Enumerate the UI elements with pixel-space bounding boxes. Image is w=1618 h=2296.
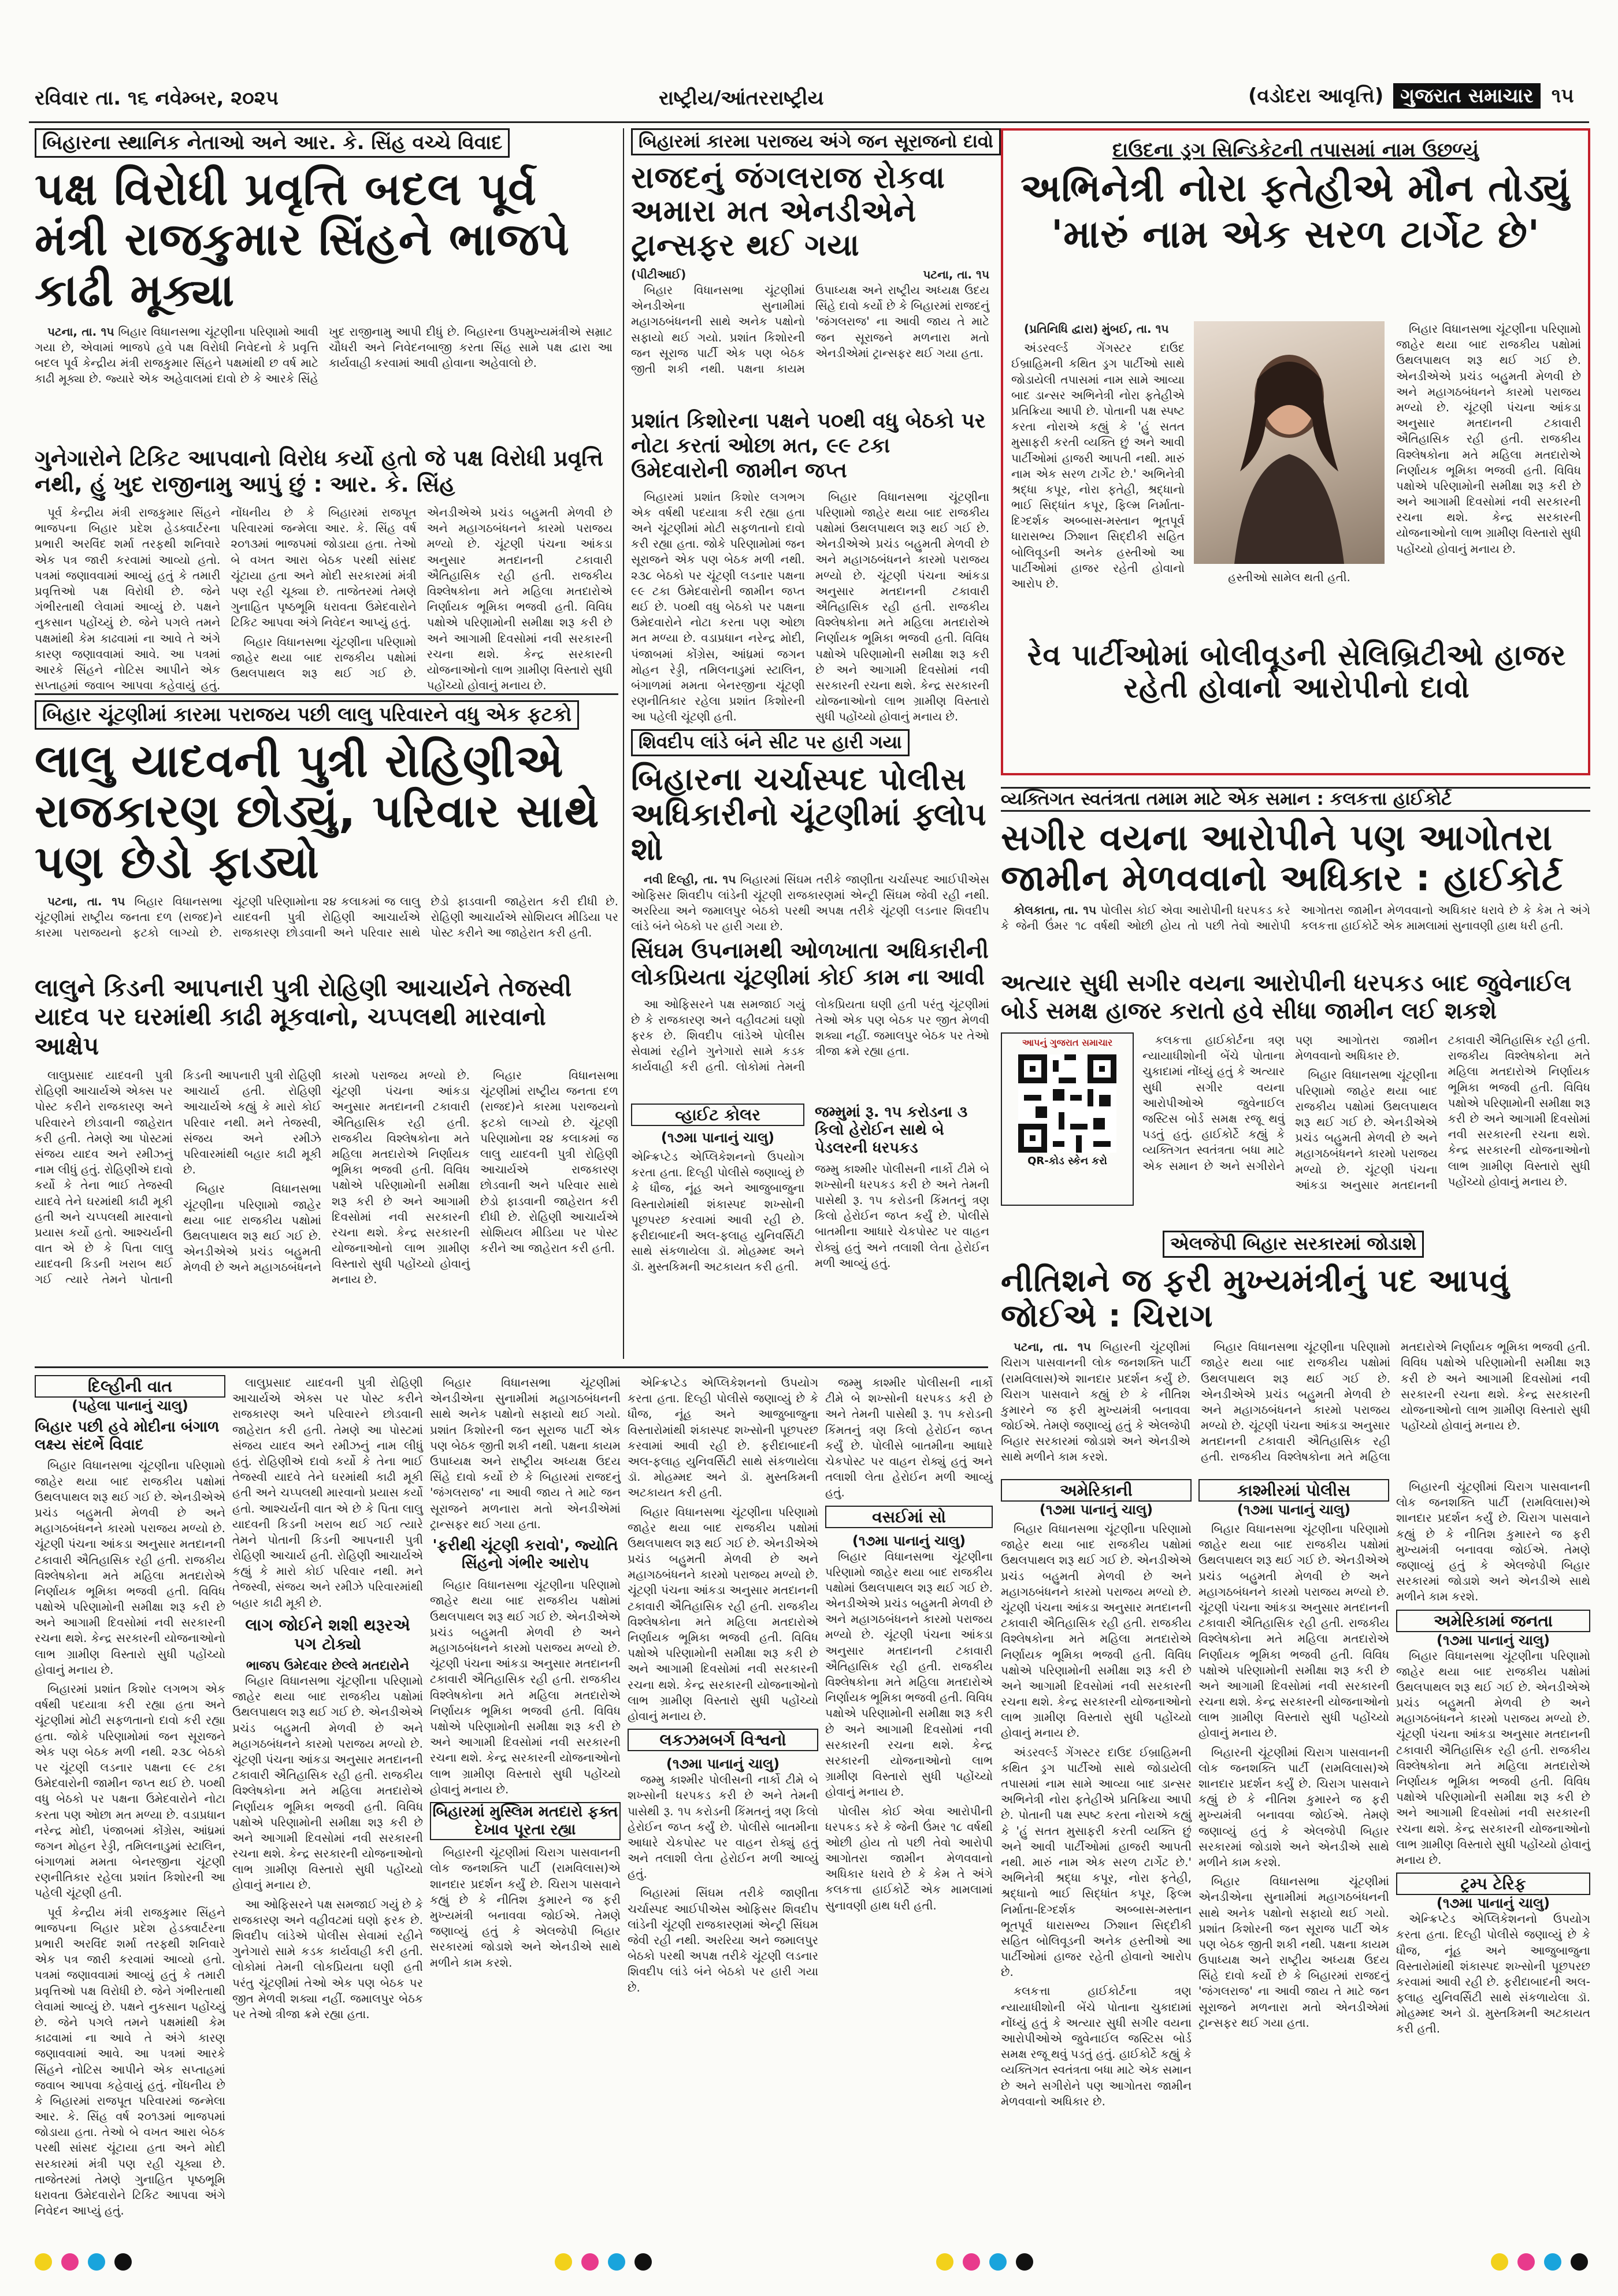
story-body xyxy=(35,894,618,969)
cont-text-3: એન્ક્રિપ્ટેડ એપ્લિકેશનનો ઉપયોગ કરતા હતા. દિલ્હી પોલીસે જણાવ્યું છે કે ધૌજ, નૂંહ અને આજુબાજુના વિસ્તારોમાંથી શંકાસ્પદ શખ્સોની પૂછપરછ કરવામાં આવી રહી છે. ફરીદાબાદની અલ-ફલાહ યુનિવર્સિટી સાથે સંકળાયેલા ડૉ. મોહમ્મદ અને ડૉ. મુસ્તકિમની અટકાયત કરી હતી. xyxy=(1396,1912,1590,2036)
cont-text: જમ્મુ કાશ્મીર પોલીસની નાર્કો ટીમે બે શખ્સોની ધરપકડ કરી છે અને તેમની પાસેથી રૂ. ૧૫ કરોડની કિંમતનું ત્રણ કિલો હેરોઈન જપ્ત કર્યું છે. પોલીસે બાતમીના આધારે ચેકપોસ્ટ પર વાહન રોક્યું હતું અને તલાશી લેતા હેરોઈન મળી આવ્યું હતું. xyxy=(825,1376,993,1500)
cont-body xyxy=(628,1375,818,1724)
dateline: પટના, તા. ૧૫ xyxy=(923,267,989,281)
cont-text-3: પૂર્વ કેન્દ્રીય મંત્રી રાજકુમાર સિંહને ભાજપના બિહાર પ્રદેશ હેડક્વાર્ટરના પ્રભારી અરવિંદ શર્મા તરફથી શનિવારે એક પત્ર જારી કરવામાં આવ્યો હતો. પત્રમાં જણાવવામાં આવ્યું હતું કે તમારી પ્રવૃત્તિઓ પક્ષ વિરોધી છે. જેને ગંભીરતાથી લેવામાં આવ્યું છે. પક્ષને નુકસાન પહોંચ્યું છે. જેને પગલે તમને પક્ષમાંથી કેમ કાઢવામાં ના આવે તે અંગે કારણ જણાવવામાં આવે. આ પત્રમાં આરકે સિંહને નોટિસ આપીને એક સપ્તાહમાં જવાબ આપવા કહેવાયું હતું. નોંધનીય છે કે બિહારમાં રાજપૂત પરિવારમાં જન્મેલા આર. કે. સિંહ વર્ષ ૨૦૧૩માં ભાજપમાં જોડાયા હતા. તેઓ બે વખત આરા બેઠક પરથી સાંસદ ચૂંટાયા હતા અને મોદી સરકારમાં મંત્રી પણ રહી ચૂક્યા છે. તાજેતરમાં તેમણે ગુનાહિત પૃષ્ઠભૂમિ ધરાવતા ઉમેદવારોને ટિકિટ આપવા અંગે નિવેદન આપ્યું હતું. xyxy=(35,1905,225,2218)
story-subhead: સિંઘમ ઉપનામથી ઓળખાતા અધિકારીની લોકપ્રિયતા ચૂંટણીમાં કોઈ કામ ના આવી xyxy=(631,938,989,990)
registration-marks xyxy=(35,2253,1589,2276)
issue-date: રવિવાર તા. ૧૬ નવેમ્બર, ૨૦૨૫ xyxy=(35,87,279,110)
story-text: બિહાર વિધાનસભા ચૂંટણીમાં એનડીએના સુનામીમાં મહાગઠબંધનની સાથે અનેક પક્ષોનો સફાયો થઈ ગયો. પ્રશાંત કિશોરની જન સૂરાજ પાર્ટી એક પણ બેઠક જીતી શકી નથી. પક્ષના કાયમ ઉપાધ્યક્ષ અને રાષ્ટ્રીય અધ્યક્ષ ઉદય સિંહે દાવો કર્યો છે કે બિહારમાં રાજદનું 'જંગલરાજ' ના આવી જાય તે માટે જન સૂરાજને મળનારા મતો એનડીએમાં ટ્રાન્સફર થઈ ગયા હતા. xyxy=(631,283,989,376)
registration-dot-icon xyxy=(1517,2253,1535,2271)
story-headline: નીતિશને જ ફરી મુખ્યમંત્રીનું પદ આપવું જોઈએ : ચિરાગ xyxy=(1001,1262,1510,1334)
masthead xyxy=(1248,84,1595,113)
paper-name: ગુજરાત સમાચાર xyxy=(1393,83,1540,109)
story-headline: સગીર વયના આરોપીને પણ આગોતરા જામીન મેળવવાનો અધિકાર : હાઈકોર્ટ xyxy=(1001,816,1563,899)
cont-body xyxy=(1198,1521,1389,2031)
story-rohini xyxy=(35,700,618,1359)
page-number: ૧૫ xyxy=(1551,84,1574,107)
cont-text-2: અંડરવર્લ્ડ ગેંગસ્ટર દાઉદ ઈબ્રાહિમની કથિત ડ્રગ પાર્ટીઓ સાથે જોડાયેલી તપાસમાં નામ સામે આવ્યા બાદ ડાન્સર અભિનેત્રી નોરા ફતેહીએ પ્રતિક્રિયા આપી છે. પોતાની પક્ષ સ્પષ્ટ કરતા નોરાએ કહ્યું કે 'હું સતત મુસાફરી કરતી વ્યક્તિ છું અને આવી પાર્ટીઓમાં હાજરી આપતી નથી. મારું નામ એક સરળ ટાર્ગેટ છે.' અભિનેત્રી શ્રદ્ધા કપૂર, નોરા ફતેહી, શ્રદ્ધાનો ભાઈ સિદ્ધાંત કપૂર, ફિલ્મ નિર્માતા-દિગ્દર્શક અબ્બાસ-મસ્તાન ભૂતપૂર્વ ધારાસભ્ય ઝિશાન સિદ્દીકી સહિત બોલિવૂડની અનેક હસ્તીઓ આ પાર્ટીઓમાં હાજર રહેતી હોવાનો આરોપ છે. xyxy=(1001,1745,1192,1979)
cont-headline: વસઈમાં સો xyxy=(825,1506,993,1528)
story-agency xyxy=(631,267,989,283)
registration-dot-icon xyxy=(1571,2253,1588,2271)
cont-body-3 xyxy=(1396,1911,1590,2037)
cont-text: લાલુપ્રસાદ યાદવની પુત્રી રોહિણી આચાર્યએ એક્સ પર પોસ્ટ કરીને રાજકારણ અને પરિવારને છોડવાની જાહેરાત કરી હતી. તેમણે આ પોસ્ટમાં સંજય યાદવ અને રમીઝનું નામ લીધું હતું. રોહિણીએ દાવો કર્યો કે તેના ભાઈ તેજસ્વી યાદવે તેને ઘરમાંથી કાઢી મૂકી હતી અને ચપ્પલથી મારવાનો પ્રયાસ કર્યો હતો. આશ્ચર્યની વાત એ છે કે પિતા લાલુ યાદવની કિડની ખરાબ થઈ ગઈ ત્યારે તેમને પોતાની કિડની આપનારી પુત્રી રોહિણી આચાર્ય હતી. રોહિણી આચાર્યએ કહ્યું કે મારો કોઈ પરિવાર નથી. મને તેજસ્વી, સંજય અને રમીઝે પરિવારમાંથી બહાર કાઢી મૂકી છે. xyxy=(232,1376,423,1610)
story-text: અંડરવર્લ્ડ ગેંગસ્ટર દાઉદ ઈબ્રાહિમની કથિત ડ્રગ પાર્ટીઓ સાથે જોડાયેલી તપાસમાં નામ સામે આવ્યા બાદ ડાન્સર અભિનેત્રી નોરા ફતેહીએ પ્રતિક્રિયા આપી છે. પોતાની પક્ષ સ્પષ્ટ કરતા નોરાએ કહ્યું કે 'હું સતત મુસાફરી કરતી વ્યક્તિ છું અને આવી પાર્ટીઓમાં હાજરી આપતી નથી. મારું નામ એક સરળ ટાર્ગેટ છે.' અભિનેત્રી શ્રદ્ધા કપૂર, નોરા ફતેહી, શ્રદ્ધાનો ભાઈ સિદ્ધાંત કપૂર, ફિલ્મ નિર્માતા-દિગ્દર્શક અબ્બાસ-મસ્તાન ભૂતપૂર્વ ધારાસભ્ય ઝિશાન સિદ્દીકી સહિત બોલિવૂડની અનેક હસ્તીઓ આ પાર્ટીઓમાં હાજર રહેતી હોવાનો આરોપ છે. xyxy=(1011,341,1185,590)
cont-text-4: બિહારમાં સિંઘમ તરીકે જાણીતા ચર્ચાસ્પદ આઈપીએસ ઓફિસર શિવદીપ લાંડેની ચૂંટણી રાજકારણમાં એન્ટ્રી સિંઘમ જેવી રહી નથી. અરરિયા અને જમાલપુર બેઠકો પરથી અપક્ષ તરીકે ચૂંટણી લડનાર શિવદીપ લાંડે બંને બેઠકો પર હારી ગયા છે. xyxy=(628,1886,818,1994)
photo-caption: હસ્તીઓ સામેલ થતી હતી. xyxy=(1228,570,1350,584)
story-text-3: બિહાર વિધાનસભા ચૂંટણીના પરિણામો જાહેર થયા બાદ રાજકીય પક્ષોમાં ઉથલપાથલ શરૂ થઈ ગઈ છે. એનડીએએ પ્રચંડ બહુમતી મેળવી છે અને મહાગઠબંધનને કારમો પરાજય મળ્યો છે. ચૂંટણી પંચના આંકડા અનુસાર મતદાનની ટકાવારી ઐતિહાસિક રહી હતી. રાજકીય વિશ્લેષકોના મતે મહિલા મતદારોએ નિર્ણાયક ભૂમિકા ભજવી હતી. વિવિધ પક્ષોએ પરિણામોની સમીક્ષા શરૂ કરી છે અને આગામી દિવસોમાં નવી સરકારની રચના થશે. કેન્દ્ર સરકારની યોજનાઓનો લાભ ગ્રામીણ વિસ્તારો સુધી પહોંચ્યો હોવાનું મનાય છે. xyxy=(231,506,613,693)
story-kicker: એલજેપી બિહાર સરકારમાં જોડાશે xyxy=(1163,1231,1424,1258)
registration-dot-icon xyxy=(1016,2253,1033,2271)
edition-label: (વડોદરા આવૃત્તિ) xyxy=(1248,84,1384,107)
continued-label: (૧૭મા પાનાનું ચાલુ) xyxy=(1237,1502,1351,1518)
cont-column-d xyxy=(628,1375,818,2207)
cont-headline: લકઝમબર્ગ વિશ્વનો xyxy=(628,1729,818,1751)
story-nora-fatehi xyxy=(1001,128,1590,775)
rule xyxy=(35,693,618,695)
story-body xyxy=(631,283,989,404)
story-kicker: દાઉદના ડ્રગ સિન્ડિકેટની તપાસમાં નામ ઉછળ્યું xyxy=(1112,139,1479,162)
registration-dot-icon xyxy=(88,2253,105,2271)
column-rule xyxy=(623,700,624,1359)
story-text: બિહાર વિધાનસભા ચૂંટણીના પરિણામો આવી ગયા છે, એવામાં ભાજપે હવે પક્ષ વિરોધી નિવેદનો કે પ્રવૃત્તિ બદલ પૂર્વ કેન્દ્રીય મંત્રી રાજકુમાર સિંહને પક્ષમાંથી છ વર્ષ માટે કાઢી મૂક્યા છે. જ્યારે એક અહેવાલમાં દાવો છે કે આરકે સિંહે ખુદ રાજીનામુ આપી દીધું છે. બિહારના ઉપમુખ્યમંત્રીએ સમ્રાટ ચૌધરી અને નિવેદનબાજી કરતા સિંહ સામે પક્ષ દ્વારા આ કાર્યવાહી કરવામાં આવી હોવાના અહેવાલો છે. xyxy=(35,324,613,386)
cont-text: બિહારની ચૂંટણીમાં ચિરાગ પાસવાનની લોક જનશક્તિ પાર્ટી (રામવિલાસ)એ શાનદાર પ્રદર્શન કર્યું છે. ચિરાગ પાસવાને કહ્યું છે કે નીતિશ કુમારને જ ફરી મુખ્યમંત્રી બનાવવા જોઈએ. તેમણે જણાવ્યું હતું કે એલજેપી બિહાર સરકારમાં જોડાશે અને એનડીએ સાથે મળીને કામ કરશે. xyxy=(1396,1480,1590,1604)
story-chirag xyxy=(1001,1231,1590,1473)
story-body xyxy=(1001,1339,1590,1472)
story-headline: વ્હાઈટ કોલર xyxy=(631,1104,804,1126)
registration-dot-icon xyxy=(1544,2253,1561,2271)
cont-body xyxy=(825,1375,993,1501)
dateline: નવી દિલ્હી, તા. ૧૫ xyxy=(644,872,736,886)
cont-headline: દિલ્હીની વાત xyxy=(35,1375,225,1398)
story-headline: અભિનેત્રી નોરા ફતેહીએ મૌન તોડ્યું xyxy=(1020,165,1571,210)
continued-label: (૧૭મા પાનાનું ચાલુ) xyxy=(1039,1502,1153,1518)
cont-text-2: બિહાર વિધાનસભા ચૂંટણીના પરિણામો જાહેર થયા બાદ રાજકીય પક્ષોમાં ઉથલપાથલ શરૂ થઈ ગઈ છે. એનડીએએ પ્રચંડ બહુમતી મેળવી છે અને મહાગઠબંધનને કારમો પરાજય મળ્યો છે. ચૂંટણી પંચના આંકડા અનુસાર મતદાનની ટકાવારી ઐતિહાસિક રહી હતી. રાજકીય વિશ્લેષકોના મતે મહિલા મતદારોએ નિર્ણાયક ભૂમિકા ભજવી હતી. વિવિધ પક્ષોએ પરિણામોની સમીક્ષા શરૂ કરી છે અને આગામી દિવસોમાં નવી સરકારની રચના થશે. કેન્દ્ર સરકારની યોજનાઓનો લાભ ગ્રામીણ વિસ્તારો સુધી પહોંચ્યો હોવાનું મનાય છે. xyxy=(232,1674,423,1892)
story-text: બિહાર વિધાનસભા ચૂંટણીમાં રાષ્ટ્રીય જનતા દળ (રાજદ)ને કારમા પરાજયનો ફટકો લાગ્યો છે. ચૂંટણી પરિણામોના ૨૪ કલાકમાં જ લાલુ યાદવની પુત્રી રોહિણી આચાર્યએ રાજકારણ છોડવાની અને પરિવાર સાથે છેડો ફાડવાની જાહેરાત કરી દીધી છે. રોહિણી આચાર્યએ સોશિયલ મીડિયા પર પોસ્ટ કરીને આ જાહેરાત કરી હતી. xyxy=(35,894,618,940)
story-headline: પક્ષ વિરોધી પ્રવૃત્તિ બદલ પૂર્વ મંત્રી રાજકુમાર સિંહને ભાજપે કાઢી મૂક્યા xyxy=(35,163,570,317)
story-text: પોલીસ કોઈ એવા આરોપીની ધરપકડ કરે કે જેની ઉંમર ૧૮ વર્ષથી ઓછી હોય તો પછી તેવો આરોપી આગોતરા જામીન મેળવવાનો અધિકાર ધરાવે છે કે કેમ તે અંગે કલકત્તા હાઈકોર્ટે એક મામલામાં સુનાવણી હાથ ધરી હતી. xyxy=(1001,903,1590,933)
dateline: મુંબઈ, તા. ૧૫ xyxy=(1101,322,1169,336)
story-text-2: બિહાર વિધાનસભા ચૂંટણીના પરિણામો જાહેર થયા બાદ રાજકીય પક્ષોમાં ઉથલપાથલ શરૂ થઈ ગઈ છે. એનડીએએ પ્રચંડ બહુમતી મેળવી છે અને મહાગઠબંધનને કારમો પરાજય મળ્યો છે. ચૂંટણી પંચના આંકડા અનુસાર મતદાનની ટકાવારી ઐતિહાસિક રહી હતી. રાજકીય વિશ્લેષકોના મતે મહિલા મતદારોએ નિર્ણાયક ભૂમિકા ભજવી હતી. વિવિધ પક્ષોએ પરિણામોની સમીક્ષા શરૂ કરી છે અને આગામી દિવસોમાં નવી સરકારની રચના થશે. કેન્દ્ર સરકારની યોજનાઓનો લાભ ગ્રામીણ વિસ્તારો સુધી પહોંચ્યો હોવાનું મનાય છે. xyxy=(1396,322,1581,556)
cont-column-h xyxy=(1396,1479,1590,2207)
cont-text-3: આ ઓફિસરને પક્ષ સમજાઈ ગયું છે કે રાજકારણ અને વહીવટમાં ઘણો ફરક છે. શિવદીપ લાંડેએ પોલીસ સેવામાં રહીને ગુનેગારો સામે કડક કાર્યવાહી કરી હતી. લોકોમાં તેમની લોકપ્રિયતા ઘણી હતી પરંતુ ચૂંટણીમાં તેઓ એક પણ બેઠક પર જીત મેળવી શક્યા નહીં. જમાલપુર બેઠક પર તેઓ ત્રીજા ક્રમે રહ્યા હતા. xyxy=(232,1897,423,2021)
cont-text: બિહાર વિધાનસભા ચૂંટણીમાં એનડીએના સુનામીમાં મહાગઠબંધનની સાથે અનેક પક્ષોનો સફાયો થઈ ગયો. પ્રશાંત કિશોરની જન સૂરાજ પાર્ટી એક પણ બેઠક જીતી શકી નથી. પક્ષના કાયમ ઉપાધ્યક્ષ અને રાષ્ટ્રીય અધ્યક્ષ ઉદય સિંહે દાવો કર્યો છે કે બિહારમાં રાજદનું 'જંગલરાજ' ના આવી જાય તે માટે જન સૂરાજને મળનારા મતો એનડીએમાં ટ્રાન્સફર થઈ ગયા હતા. xyxy=(430,1376,621,1531)
header-rule xyxy=(29,121,1589,123)
cont-headline: અમેરિકાની xyxy=(1001,1479,1192,1502)
cont-column-f xyxy=(1001,1479,1192,2207)
story-subhead: અત્યાર સુધી સગીર વયના આરોપીની ધરપકડ બાદ જુવેનાઈલ બોર્ડ સમક્ષ હાજર કરાતો હવે સીધા જામીન લઈ શકશે xyxy=(1001,970,1572,1025)
cont-subhead: ભાજપ ઉમેદવાર છેલ્લે મતદારોને xyxy=(246,1659,410,1673)
cont-body xyxy=(232,1375,423,1611)
story-calcutta-hc xyxy=(1001,787,1590,1220)
cont-text-2: બિહાર વિધાનસભા ચૂંટણીના પરિણામો જાહેર થયા બાદ રાજકીય પક્ષોમાં ઉથલપાથલ શરૂ થઈ ગઈ છે. એનડીએએ પ્રચંડ બહુમતી મેળવી છે અને મહાગઠબંધનને કારમો પરાજય મળ્યો છે. ચૂંટણી પંચના આંકડા અનુસાર મતદાનની ટકાવારી ઐતિહાસિક રહી હતી. રાજકીય વિશ્લેષકોના મતે મહિલા મતદારોએ નિર્ણાયક ભૂમિકા ભજવી હતી. વિવિધ પક્ષોએ પરિણામોની સમીક્ષા શરૂ કરી છે અને આગામી દિવસોમાં નવી સરકારની રચના થશે. કેન્દ્ર સરકારની યોજનાઓનો લાભ ગ્રામીણ વિસ્તારો સુધી પહોંચ્યો હોવાનું મનાય છે. xyxy=(430,1578,621,1796)
photo-silhouette-icon xyxy=(1194,321,1385,564)
cont-column-e xyxy=(825,1375,993,2207)
column-rule xyxy=(623,128,624,712)
story-body-2 xyxy=(1142,1032,1590,1212)
story-bottom-headline: રેવ પાર્ટીઓમાં બોલીવૂડની સેલિબ્રિટીઓ હાજર રહેતી હોવાનો આરોપીનો દાવો xyxy=(1027,638,1567,704)
continued-label-2: (૧૭મા પાનાનું ચાલુ) xyxy=(1436,1895,1550,1912)
cont-text-2: બિહારમાં પ્રશાંત કિશોર લગભગ એક વર્ષથી પદયાત્રા કરી રહ્યા હતા અને ચૂંટણીમાં મોટી સફળતાનો દાવો કરી રહ્યા હતા. જોકે પરિણામોમાં જન સૂરાજને એક પણ બેઠક મળી નથી. ૨૩૮ બેઠકો પર ચૂંટણી લડનાર પક્ષના ૯૯ ટકા ઉમેદવારોની જામીન જપ્ત થઈ છે. ૫૦થી વધુ બેઠકો પર પક્ષના ઉમેદવારોને નોટા કરતા પણ ઓછા મત મળ્યા છે. વડાપ્રધાન નરેન્દ્ર મોદી, પંજાબમાં કોંગ્રેસ, આંધ્રમાં જગન મોહન રેડ્ડી, તમિલનાડુમાં સ્ટાલિન, બંગાળમાં મમતા બેનરજીના ચૂંટણી રણનીતિકાર રહેલા પ્રશાંત કિશોરની આ પહેલી ચૂંટણી હતી. xyxy=(35,1682,225,1900)
cont-text-2: બિહારની ચૂંટણીમાં ચિરાગ પાસવાનની લોક જનશક્તિ પાર્ટી (રામવિલાસ)એ શાનદાર પ્રદર્શન કર્યું છે. ચિરાગ પાસવાને કહ્યું છે કે નીતિશ કુમારને જ ફરી મુખ્યમંત્રી બનાવવા જોઈએ. તેમણે જણાવ્યું હતું કે એલજેપી બિહાર સરકારમાં જોડાશે અને એનડીએ સાથે મળીને કામ કરશે. xyxy=(1198,1745,1389,1869)
cont-text: બિહાર વિધાનસભા ચૂંટણીના પરિણામો જાહેર થયા બાદ રાજકીય પક્ષોમાં ઉથલપાથલ શરૂ થઈ ગઈ છે. એનડીએએ પ્રચંડ બહુમતી મેળવી છે અને મહાગઠબંધનને કારમો પરાજય મળ્યો છે. ચૂંટણી પંચના આંકડા અનુસાર મતદાનની ટકાવારી ઐતિહાસિક રહી હતી. રાજકીય વિશ્લેષકોના મતે મહિલા મતદારોએ નિર્ણાયક ભૂમિકા ભજવી હતી. વિવિધ પક્ષોએ પરિણામોની સમીક્ષા શરૂ કરી છે અને આગામી દિવસોમાં નવી સરકારની રચના થશે. કેન્દ્ર સરકારની યોજનાઓનો લાભ ગ્રામીણ વિસ્તારો સુધી પહોંચ્યો હોવાનું મનાય છે. xyxy=(1198,1522,1389,1740)
registration-dot-icon xyxy=(114,2253,132,2271)
story-text-3: બિહાર વિધાનસભા ચૂંટણીના પરિણામો જાહેર થયા બાદ રાજકીય પક્ષોમાં ઉથલપાથલ શરૂ થઈ ગઈ છે. એનડીએએ પ્રચંડ બહુમતી મેળવી છે અને મહાગઠબંધનને કારમો પરાજય મળ્યો છે. ચૂંટણી પંચના આંકડા અનુસાર મતદાનની ટકાવારી ઐતિહાસિક રહી હતી. રાજકીય વિશ્લેષકોના મતે મહિલા મતદારોએ નિર્ણાયક ભૂમિકા ભજવી હતી. વિવિધ પક્ષોએ પરિણામોની સમીક્ષા શરૂ કરી છે અને આગામી દિવસોમાં નવી સરકારની રચના થશે. કેન્દ્ર સરકારની યોજનાઓનો લાભ ગ્રામીણ વિસ્તારો સુધી પહોંચ્યો હોવાનું મનાય છે. xyxy=(1295,1033,1590,1192)
registration-dot-icon xyxy=(555,2253,572,2271)
story-white-collar xyxy=(631,1104,804,1358)
registration-dot-icon xyxy=(581,2253,599,2271)
story-subhead: ગુનેગારોને ટિકિટ આપવાનો વિરોધ કર્યો હતો જે પક્ષ વિરોધી પ્રવૃત્તિ નથી, હું ખુદ રાજીનામુ આપું છું : આર. કે. સિંહ xyxy=(35,445,603,497)
cont-body xyxy=(1001,1521,1192,2109)
cont-headline-2: બિહારમાં મુસ્લિમ મતદારો ફક્ત દેખાવ પૂરતા રહ્યા xyxy=(430,1802,621,1840)
story-body: જમ્મુ કાશ્મીર પોલીસની નાર્કો ટીમે બે શખ્સોની ધરપકડ કરી છે અને તેમની પાસેથી રૂ. ૧૫ કરોડની કિંમતનું ત્રણ કિલો હેરોઈન જપ્ત કર્યું છે. પોલીસે બાતમીના આધારે ચેકપોસ્ટ પર વાહન રોક્યું હતું અને તલાશી લેતા હેરોઈન મળી આવ્યું હતું. xyxy=(815,1161,989,1270)
cont-body-2 xyxy=(430,1577,621,1797)
section-title: રાષ્ટ્રીય/આંતરરાષ્ટ્રીય xyxy=(659,87,824,110)
cont-headline-2: ટ્રમ્પ ટેરિફ xyxy=(1396,1873,1590,1895)
dateline: પટના, તા. ૧૫ xyxy=(1014,1340,1091,1354)
spacer xyxy=(631,2213,637,2219)
story-text-3: બિહાર વિધાનસભા ચૂંટણીના પરિણામો જાહેર થયા બાદ રાજકીય પક્ષોમાં ઉથલપાથલ શરૂ થઈ ગઈ છે. એનડીએએ પ્રચંડ બહુમતી મેળવી છે અને મહાગઠબંધનને કારમો પરાજય મળ્યો છે. ચૂંટણી પંચના આંકડા અનુસાર મતદાનની ટકાવારી ઐતિહાસિક રહી હતી. રાજકીય વિશ્લેષકોના મતે મહિલા મતદારોએ નિર્ણાયક ભૂમિકા ભજવી હતી. વિવિધ પક્ષોએ પરિણામોની સમીક્ષા શરૂ કરી છે અને આગામી દિવસોમાં નવી સરકારની રચના થશે. કેન્દ્ર સરકારની યોજનાઓનો લાભ ગ્રામીણ વિસ્તારો સુધી પહોંચ્યો હોવાનું મનાય છે. xyxy=(815,489,989,724)
cont-text-3: પોલીસ કોઈ એવા આરોપીની ધરપકડ કરે કે જેની ઉંમર ૧૮ વર્ષથી ઓછી હોય તો પછી તેવો આરોપી આગોતરા જામીન મેળવવાનો અધિકાર ધરાવે છે કે કેમ તે અંગે કલકત્તા હાઈકોર્ટે એક મામલામાં સુનાવણી હાથ ધરી હતી. xyxy=(825,1804,993,1912)
qr-caption: QR-કોડ સ્કેન કરો xyxy=(1027,1155,1107,1167)
story-subhead: લાલુને કિડની આપનારી પુત્રી રોહિણી આચાર્યને તેજસ્વી યાદવ પર ઘરમાંથી કાઢી મૂકવાનો, ચપ્પલથી મારવાનો આક્ષેપ xyxy=(35,973,572,1060)
registration-dot-icon xyxy=(634,2253,652,2271)
story-body-2 xyxy=(1396,321,1581,622)
dateline: પટના, તા. ૧૫ xyxy=(47,324,114,339)
cont-subhead: બિહાર પછી હવે મોદીના બંગાળ લક્ષ્ય સંદર્ભે વિવાદ xyxy=(35,1418,220,1454)
story-quote: 'મારું નામ એક સરળ ટાર્ગેટ છે' xyxy=(1051,211,1540,257)
story-body xyxy=(1011,321,1185,622)
story-headline: લાલુ યાદવની પુત્રી રોહિણીએ રાજકારણ છોડ્યું, પરિવાર સાથે પણ છેડો ફાડ્યો xyxy=(35,735,600,889)
story-text-3: બિહાર વિધાનસભા ચૂંટણીના પરિણામો જાહેર થયા બાદ રાજકીય પક્ષોમાં ઉથલપાથલ શરૂ થઈ ગઈ છે. એનડીએએ પ્રચંડ બહુમતી મેળવી છે અને મહાગઠબંધનને કારમો પરાજય મળ્યો છે. ચૂંટણી પંચના આંકડા અનુસાર મતદાનની ટકાવારી ઐતિહાસિક રહી હતી. રાજકીય વિશ્લેષકોના મતે મહિલા મતદારોએ નિર્ણાયક ભૂમિકા ભજવી હતી. વિવિધ પક્ષોએ પરિણામોની સમીક્ષા શરૂ કરી છે અને આગામી દિવસોમાં નવી સરકારની રચના થશે. કેન્દ્ર સરકારની યોજનાઓનો લાભ ગ્રામીણ વિસ્તારો સુધી પહોંચ્યો હોવાનું મનાય છે. xyxy=(183,1068,470,1287)
story-headline: રાજદનું જંગલરાજ રોકવા અમારા મત એનડીએને ટ્રાન્સફર થઈ ગયા xyxy=(631,161,945,263)
cont-body-2 xyxy=(232,1673,423,2022)
continued-label: (પહેલા પાનાનું ચાલુ) xyxy=(72,1398,188,1414)
cont-text-3: જમ્મુ કાશ્મીર પોલીસની નાર્કો ટીમે બે શખ્સોની ધરપકડ કરી છે અને તેમની પાસેથી રૂ. ૧૫ કરોડની કિંમતનું ત્રણ કિલો હેરોઈન જપ્ત કર્યું છે. પોલીસે બાતમીના આધારે ચેકપોસ્ટ પર વાહન રોક્યું હતું અને તલાશી લેતા હેરોઈન મળી આવ્યું હતું. xyxy=(628,1773,818,1881)
story-shivdeep-lande xyxy=(631,729,989,1099)
registration-dot-icon xyxy=(608,2253,625,2271)
story-kicker: વ્યક્તિગત સ્વતંત્રતા તમામ માટે એક સમાન : કલકત્તા હાઈકોર્ટ xyxy=(1001,787,1590,812)
cont-delhi xyxy=(35,1375,225,2218)
agency-label: (પીટીઆઈ) xyxy=(631,267,686,281)
registration-dot-icon xyxy=(936,2253,953,2271)
story-jammu-heroin xyxy=(815,1104,989,1358)
story-body xyxy=(35,324,613,440)
rule xyxy=(35,1366,988,1368)
registration-dot-icon xyxy=(35,2253,52,2271)
story-kicker: શિવદીપ લાંડે બંને સીટ પર હારી ગયા xyxy=(631,729,910,756)
cont-headline: 'ફરીથી ચૂંટણી કરાવો', જ્યોતિ સિંહનો ગંભીર આરોપ xyxy=(432,1536,618,1573)
dateline: કોલકાતા, તા. ૧૫ xyxy=(1014,903,1097,917)
qr-code-icon[interactable] xyxy=(1018,1054,1116,1153)
continued-label: (૧૭મા પાનાનું ચાલુ) xyxy=(660,1130,775,1146)
qr-box[interactable] xyxy=(1001,1032,1134,1206)
story-text-2: પૂર્વ કેન્દ્રીય મંત્રી રાજકુમાર સિંહને ભાજપના બિહાર પ્રદેશ હેડક્વાર્ટરના પ્રભારી અરવિંદ શર્મા તરફથી શનિવારે એક પત્ર જારી કરવામાં આવ્યો હતો. પત્રમાં જણાવવામાં આવ્યું હતું કે તમારી પ્રવૃત્તિઓ પક્ષ વિરોધી છે. જેને ગંભીરતાથી લેવામાં આવ્યું છે. પક્ષને નુકસાન પહોંચ્યું છે. જેને પગલે તમને પક્ષમાંથી કેમ કાઢવામાં ના આવે તે અંગે કારણ જણાવવામાં આવે. આ પત્રમાં આરકે સિંહને નોટિસ આપીને એક સપ્તાહમાં જવાબ આપવા કહેવાયું હતું. નોંધનીય છે કે બિહારમાં રાજપૂત પરિવારમાં જન્મેલા આર. કે. સિંહ વર્ષ ૨૦૧૩માં ભાજપમાં જોડાયા હતા. તેઓ બે વખત આરા બેઠક પરથી સાંસદ ચૂંટાયા હતા અને મોદી સરકારમાં મંત્રી પણ રહી ચૂક્યા છે. તાજેતરમાં તેમણે ગુનાહિત પૃષ્ઠભૂમિ ધરાવતા ઉમેદવારોને ટિકિટ આપવા અંગે નિવેદન આપ્યું હતું. xyxy=(35,506,417,693)
cont-text: બિહાર વિધાનસભા ચૂંટણીના પરિણામો જાહેર થયા બાદ રાજકીય પક્ષોમાં ઉથલપાથલ શરૂ થઈ ગઈ છે. એનડીએએ પ્રચંડ બહુમતી મેળવી છે અને મહાગઠબંધનને કારમો પરાજય મળ્યો છે. ચૂંટણી પંચના આંકડા અનુસાર મતદાનની ટકાવારી ઐતિહાસિક રહી હતી. રાજકીય વિશ્લેષકોના મતે મહિલા મતદારોએ નિર્ણાયક ભૂમિકા ભજવી હતી. વિવિધ પક્ષોએ પરિણામોની સમીક્ષા શરૂ કરી છે અને આગામી દિવસોમાં નવી સરકારની રચના થશે. કેન્દ્ર સરકારની યોજનાઓનો લાભ ગ્રામીણ વિસ્તારો સુધી પહોંચ્યો હોવાનું મનાય છે. xyxy=(35,1458,225,1677)
continued-label: (૧૭મા પાનાનું ચાલુ) xyxy=(666,1756,780,1773)
continued-label: (૧૭મા પાનાનું ચાલુ) xyxy=(852,1532,966,1549)
cont-body xyxy=(35,1458,225,2219)
cont-text: બિહાર વિધાનસભા ચૂંટણીના પરિણામો જાહેર થયા બાદ રાજકીય પક્ષોમાં ઉથલપાથલ શરૂ થઈ ગઈ છે. એનડીએએ પ્રચંડ બહુમતી મેળવી છે અને મહાગઠબંધનને કારમો પરાજય મળ્યો છે. ચૂંટણી પંચના આંકડા અનુસાર મતદાનની ટકાવારી ઐતિહાસિક રહી હતી. રાજકીય વિશ્લેષકોના મતે મહિલા મતદારોએ નિર્ણાયક ભૂમિકા ભજવી હતી. વિવિધ પક્ષોએ પરિણામોની સમીક્ષા શરૂ કરી છે અને આગામી દિવસોમાં નવી સરકારની રચના થશે. કેન્દ્ર સરકારની યોજનાઓનો લાભ ગ્રામીણ વિસ્તારો સુધી પહોંચ્યો હોવાનું મનાય છે. xyxy=(1001,1522,1192,1740)
registration-dot-icon xyxy=(1491,2253,1508,2271)
cont-body-2 xyxy=(628,1772,818,1996)
cont-text-3: બિહારની ચૂંટણીમાં ચિરાગ પાસવાનની લોક જનશક્તિ પાર્ટી (રામવિલાસ)એ શાનદાર પ્રદર્શન કર્યું છે. ચિરાગ પાસવાને કહ્યું છે કે નીતિશ કુમારને જ ફરી મુખ્યમંત્રી બનાવવા જોઈએ. તેમણે જણાવ્યું હતું કે એલજેપી બિહાર સરકારમાં જોડાશે અને એનડીએ સાથે મળીને કામ કરશે. xyxy=(430,1845,621,1970)
story-text-2: લાલુપ્રસાદ યાદવની પુત્રી રોહિણી આચાર્યએ એક્સ પર પોસ્ટ કરીને રાજકારણ અને પરિવારને છોડવાની જાહેરાત કરી હતી. તેમણે આ પોસ્ટમાં સંજય યાદવ અને રમીઝનું નામ લીધું હતું. રોહિણીએ દાવો કર્યો કે તેના ભાઈ તેજસ્વી યાદવે તેને ઘરમાંથી કાઢી મૂકી હતી અને ચપ્પલથી મારવાનો પ્રયાસ કર્યો હતો. આશ્ચર્યની વાત એ છે કે પિતા લાલુ યાદવની કિડની ખરાબ થઈ ગઈ ત્યારે તેમને પોતાની કિડની આપનારી પુત્રી રોહિણી આચાર્ય હતી. રોહિણી આચાર્યએ કહ્યું કે મારો કોઈ પરિવાર નથી. મને તેજસ્વી, સંજય અને રમીઝે પરિવારમાંથી બહાર કાઢી મૂકી છે. xyxy=(35,1068,321,1287)
cont-body xyxy=(430,1375,621,1532)
continued-label: (૧૭મા પાનાનું ચાલુ) xyxy=(1436,1632,1550,1648)
cont-body-3 xyxy=(430,1845,621,1971)
cont-column-g xyxy=(1198,1479,1389,2207)
qr-label: આપનું ગુજરાત સમાચાર xyxy=(1022,1037,1113,1048)
registration-dot-icon xyxy=(963,2253,980,2271)
cont-headline: કાશ્મીરમાં પોલીસ xyxy=(1198,1479,1389,1502)
cont-headline: લાગ જોઈને શશી થરૂરએ પગ ટોક્યો xyxy=(245,1615,410,1654)
story-kicker: બિહારમાં કારમા પરાજય અંગે જન સૂરાજનો દાવો xyxy=(631,128,1001,155)
story-text-2: આ ઓફિસરને પક્ષ સમજાઈ ગયું છે કે રાજકારણ અને વહીવટમાં ઘણો ફરક છે. શિવદીપ લાંડેએ પોલીસ સેવામાં રહીને ગુનેગારો સામે કડક કાર્યવાહી કરી હતી. લોકોમાં તેમની લોકપ્રિયતા ઘણી હતી પરંતુ ચૂંટણીમાં તેઓ એક પણ બેઠક પર જીત મેળવી શક્યા નહીં. જમાલપુર બેઠક પર તેઓ ત્રીજા ક્રમે રહ્યા હતા. xyxy=(631,997,989,1074)
story-kicker: બિહારના સ્થાનિક નેતાઓ અને આર. કે. સિંહ વચ્ચે વિવાદ xyxy=(35,128,510,158)
story-body: એન્ક્રિપ્ટેડ એપ્લિકેશનનો ઉપયોગ કરતા હતા. દિલ્હી પોલીસે જણાવ્યું છે કે ધૌજ, નૂંહ અને આજુબાજુના વિસ્તારોમાંથી શંકાસ્પદ શખ્સોની પૂછપરછ કરવામાં આવી રહી છે. ફરીદાબાદની અલ-ફલાહ યુનિવર્સિટી સાથે સંકળાયેલા ડૉ. મોહમ્મદ અને ડૉ. મુસ્તકિમની અટકાયત કરી હતી. xyxy=(631,1150,804,1274)
story-text-4: બિહાર વિધાનસભા ચૂંટણીમાં રાષ્ટ્રીય જનતા દળ (રાજદ)ને કારમા પરાજયનો ફટકો લાગ્યો છે. ચૂંટણી પરિણામોના ૨૪ કલાકમાં જ લાલુ યાદવની પુત્રી રોહિણી આચાર્યએ રાજકારણ છોડવાની અને પરિવાર સાથે છેડો ફાડવાની જાહેરાત કરી દીધી છે. રોહિણી આચાર્યએ સોશિયલ મીડિયા પર પોસ્ટ કરીને આ જાહેરાત કરી હતી. xyxy=(480,1068,618,1255)
cont-body xyxy=(1396,1479,1590,1605)
cont-text-3: કલકત્તા હાઈકોર્ટના ત્રણ ન્યાયાધીશોની બેંચે પોતાના ચુકાદામાં નોંધ્યું હતું કે અત્યાર સુધી સગીર વયના આરોપીઓએ જુવેનાઈલ જસ્ટિસ બોર્ડ સમક્ષ રજૂ થવું પડતું હતું. હાઈકોર્ટે કહ્યું કે વ્યક્તિગત સ્વતંત્રતા બધા માટે એક સમાન છે અને સગીરોને પણ આગોતરા જામીન મેળવવાનો અધિકાર છે. xyxy=(1001,1984,1192,2108)
story-headline: જમ્મુમાં રૂ. ૧૫ કરોડના ૩ કિલો હેરોઈન સાથે બે પેડલરની ધરપકડ xyxy=(815,1104,968,1157)
cont-text-3: બિહાર વિધાનસભા ચૂંટણીમાં એનડીએના સુનામીમાં મહાગઠબંધનની સાથે અનેક પક્ષોનો સફાયો થઈ ગયો. પ્રશાંત કિશોરની જન સૂરાજ પાર્ટી એક પણ બેઠક જીતી શકી નથી. પક્ષના કાયમ ઉપાધ્યક્ષ અને રાષ્ટ્રીય અધ્યક્ષ ઉદય સિંહે દાવો કર્યો છે કે બિહારમાં રાજદનું 'જંગલરાજ' ના આવી જાય તે માટે જન સૂરાજને મળનારા મતો એનડીએમાં ટ્રાન્સફર થઈ ગયા હતા. xyxy=(1198,1874,1389,2030)
cont-text: એન્ક્રિપ્ટેડ એપ્લિકેશનનો ઉપયોગ કરતા હતા. દિલ્હી પોલીસે જણાવ્યું છે કે ધૌજ, નૂંહ અને આજુબાજુના વિસ્તારોમાંથી શંકાસ્પદ શખ્સોની પૂછપરછ કરવામાં આવી રહી છે. ફરીદાબાદની અલ-ફલાહ યુનિવર્સિટી સાથે સંકળાયેલા ડૉ. મોહમ્મદ અને ડૉ. મુસ્તકિમની અટકાયત કરી હતી. xyxy=(628,1376,818,1500)
registration-dot-icon xyxy=(989,2253,1007,2271)
cont-column-b xyxy=(232,1375,423,2207)
story-text-2: કલકત્તા હાઈકોર્ટના ત્રણ ન્યાયાધીશોની બેંચે પોતાના ચુકાદામાં નોંધ્યું હતું કે અત્યાર સુધી સગીર વયના આરોપીઓએ જુવેનાઈલ જસ્ટિસ બોર્ડ સમક્ષ રજૂ થવું પડતું હતું. હાઈકોર્ટે કહ્યું કે વ્યક્તિગત સ્વતંત્રતા બધા માટે એક સમાન છે અને સગીરોને પણ આગોતરા જામીન મેળવવાનો અધિકાર છે. xyxy=(1142,1033,1438,1173)
story-kicker: બિહાર ચૂંટણીમાં કારમા પરાજય પછી લાલુ પરિવારને વધુ એક ફટકો xyxy=(35,700,579,730)
story-jan-suraaj xyxy=(631,128,993,724)
registration-dot-icon xyxy=(61,2253,79,2271)
agency-label: (પ્રતિનિધિ દ્વારા) xyxy=(1024,322,1099,336)
story-headline: બિહારના ચર્ચાસ્પદ પોલીસ અધિકારીનો ચૂંટણીમાં ફ્લોપ શો xyxy=(631,761,987,868)
story-text-2: બિહારમાં પ્રશાંત કિશોર લગભગ એક વર્ષથી પદયાત્રા કરી રહ્યા હતા અને ચૂંટણીમાં મોટી સફળતાનો દાવો કરી રહ્યા હતા. જોકે પરિણામોમાં જન સૂરાજને એક પણ બેઠક મળી નથી. ૨૩૮ બેઠકો પર ચૂંટણી લડનાર પક્ષના ૯૯ ટકા ઉમેદવારોની જામીન જપ્ત થઈ છે. ૫૦થી વધુ બેઠકો પર પક્ષના ઉમેદવારોને નોટા કરતા પણ ઓછા મત મળ્યા છે. વડાપ્રધાન નરેન્દ્ર મોદી, પંજાબમાં કોંગ્રેસ, આંધ્રમાં જગન મોહન રેડ્ડી, તમિલનાડુમાં સ્ટાલિન, બંગાળમાં મમતા બેનરજીના ચૂંટણી રણનીતિકાર રહેલા પ્રશાંત કિશોરની આ પહેલી ચૂંટણી હતી. xyxy=(631,489,805,724)
dateline: પટના, તા. ૧૫ xyxy=(47,894,125,908)
story-text: બિહારની ચૂંટણીમાં ચિરાગ પાસવાનની લોક જનશક્તિ પાર્ટી (રામવિલાસ)એ શાનદાર પ્રદર્શન કર્યું છે. ચિરાગ પાસવાને કહ્યું છે કે નીતિશ કુમારને જ ફરી મુખ્યમંત્રી બનાવવા જોઈએ. તેમણે જણાવ્યું હતું કે એલજેપી બિહાર સરકારમાં જોડાશે અને એનડીએ સાથે મળીને કામ કરશે. xyxy=(1001,1340,1190,1464)
cont-text-2: બિહાર વિધાનસભા ચૂંટણીના પરિણામો જાહેર થયા બાદ રાજકીય પક્ષોમાં ઉથલપાથલ શરૂ થઈ ગઈ છે. એનડીએએ પ્રચંડ બહુમતી મેળવી છે અને મહાગઠબંધનને કારમો પરાજય મળ્યો છે. ચૂંટણી પંચના આંકડા અનુસાર મતદાનની ટકાવારી ઐતિહાસિક રહી હતી. રાજકીય વિશ્લેષકોના મતે મહિલા મતદારોએ નિર્ણાયક ભૂમિકા ભજવી હતી. વિવિધ પક્ષોએ પરિણામોની સમીક્ષા શરૂ કરી છે અને આગામી દિવસોમાં નવી સરકારની રચના થશે. કેન્દ્ર સરકારની યોજનાઓનો લાભ ગ્રામીણ વિસ્તારો સુધી પહોંચ્યો હોવાનું મનાય છે. xyxy=(1396,1648,1590,1867)
cont-body-2 xyxy=(825,1549,993,1914)
nora-photo xyxy=(1194,321,1385,564)
story-rk-singh xyxy=(35,128,613,693)
story-body-2 xyxy=(631,489,989,761)
cont-text-2: બિહાર વિધાનસભા ચૂંટણીના પરિણામો જાહેર થયા બાદ રાજકીય પક્ષોમાં ઉથલપાથલ શરૂ થઈ ગઈ છે. એનડીએએ પ્રચંડ બહુમતી મેળવી છે અને મહાગઠબંધનને કારમો પરાજય મળ્યો છે. ચૂંટણી પંચના આંકડા અનુસાર મતદાનની ટકાવારી ઐતિહાસિક રહી હતી. રાજકીય વિશ્લેષકોના મતે મહિલા મતદારોએ નિર્ણાયક ભૂમિકા ભજવી હતી. વિવિધ પક્ષોએ પરિણામોની સમીક્ષા શરૂ કરી છે અને આગામી દિવસોમાં નવી સરકારની રચના થશે. કેન્દ્ર સરકારની યોજનાઓનો લાભ ગ્રામીણ વિસ્તારો સુધી પહોંચ્યો હોવાનું મનાય છે. xyxy=(825,1549,993,1799)
cont-headline: અમેરિકામાં જનતા xyxy=(1396,1610,1590,1632)
story-text-2: બિહાર વિધાનસભા ચૂંટણીના પરિણામો જાહેર થયા બાદ રાજકીય પક્ષોમાં ઉથલપાથલ શરૂ થઈ ગઈ છે. એનડીએએ પ્રચંડ બહુમતી મેળવી છે અને મહાગઠબંધનને કારમો પરાજય મળ્યો છે. ચૂંટણી પંચના આંકડા અનુસાર મતદાનની ટકાવારી ઐતિહાસિક રહી હતી. રાજકીય વિશ્લેષકોના મતે મહિલા મતદારોએ નિર્ણાયક ભૂમિકા ભજવી હતી. વિવિધ પક્ષોએ પરિણામોની સમીક્ષા શરૂ કરી છે અને આગામી દિવસોમાં નવી સરકારની રચના થશે. કેન્દ્ર સરકારની યોજનાઓનો લાભ ગ્રામીણ વિસ્તારો સુધી પહોંચ્યો હોવાનું મનાય છે. xyxy=(1201,1340,1590,1464)
story-body xyxy=(631,872,989,935)
story-text: બિહારમાં સિંઘમ તરીકે જાણીતા ચર્ચાસ્પદ આઈપીએસ ઓફિસર શિવદીપ લાંડેની ચૂંટણી રાજકારણમાં એન્ટ્રી સિંઘમ જેવી રહી નથી. અરરિયા અને જમાલપુર બેઠકો પરથી અપક્ષ તરીકે ચૂંટણી લડનાર શિવદીપ લાંડે બંને બેઠકો પર હારી ગયા છે. xyxy=(631,872,989,934)
story-subhead: પ્રશાંત કિશોરના પક્ષને ૫૦થી વધુ બેઠકો પર નોટા કરતાં ઓછા મત, ૯૯ ટકા ઉમેદવારોની જામીન જપ્ત xyxy=(631,409,986,483)
cont-text-2: બિહાર વિધાનસભા ચૂંટણીના પરિણામો જાહેર થયા બાદ રાજકીય પક્ષોમાં ઉથલપાથલ શરૂ થઈ ગઈ છે. એનડીએએ પ્રચંડ બહુમતી મેળવી છે અને મહાગઠબંધનને કારમો પરાજય મળ્યો છે. ચૂંટણી પંચના આંકડા અનુસાર મતદાનની ટકાવારી ઐતિહાસિક રહી હતી. રાજકીય વિશ્લેષકોના મતે મહિલા મતદારોએ નિર્ણાયક ભૂમિકા ભજવી હતી. વિવિધ પક્ષોએ પરિણામોની સમીક્ષા શરૂ કરી છે અને આગામી દિવસોમાં નવી સરકારની રચના થશે. કેન્દ્ર સરકારની યોજનાઓનો લાભ ગ્રામીણ વિસ્તારો સુધી પહોંચ્યો હોવાનું મનાય છે. xyxy=(628,1504,818,1723)
cont-body-2 xyxy=(1396,1648,1590,1868)
story-body xyxy=(1001,902,1590,966)
cont-column-c xyxy=(430,1375,621,2207)
